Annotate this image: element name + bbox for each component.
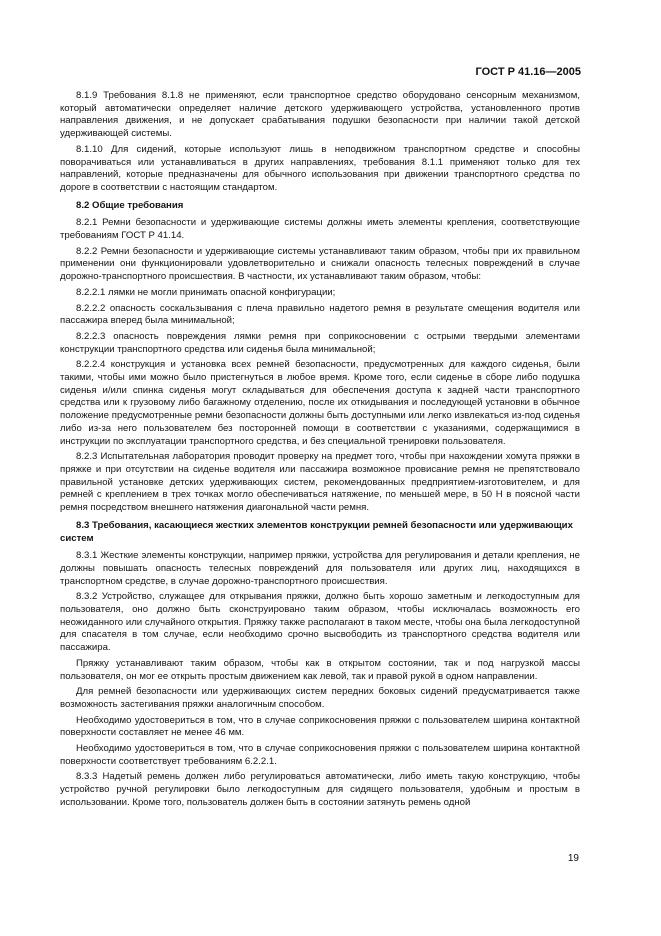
paragraph: 8.2.1 Ремни безопасности и удерживающие системы должны иметь элементы крепления, соответствующие требованиям ГОСТ Р 41.14. (60, 217, 580, 242)
paragraph: Пряжку устанавливают таким образом, чтобы как в открытом состоянии, так и под нагрузкой массы пользователя, он мог ее открыть простым движением как левой, так и правой рукой в одном направлении. (60, 657, 580, 682)
section-heading: 8.2 Общие требования (76, 199, 184, 211)
paragraph: 8.3.3 Надетый ремень должен либо регулироваться автоматически, либо иметь такую конструкцию, чтобы устройство ручной регулировки было легкодоступным для сидящего пользователя, удобным и простым в использовании. Кроме того, пользователь должен быть в состоянии затянуть ремень одной (60, 771, 580, 808)
paragraph: 8.2.2 Ремни безопасности и удерживающие системы устанавливают таким образом, чтобы при их правильном применении они функционировали удовлетворительно и снижали опасность телесных повреждений в случае дорожно-транспортного происшествия. В частности, их устанавливают таким образом, чтобы: (60, 245, 580, 283)
paragraph: 8.2.2.3 опасность повреждения лямки ремня при соприкосновении с острыми твердыми элементами конструкции транспортного средства или сиденья была минимальной; (60, 330, 580, 355)
paragraph: Необходимо удостовериться в том, что в случае соприкосновения пряжки с пользователем ширина контактной поверхности составляет не менее 46 мм. (60, 714, 580, 739)
paragraph: 8.1.9 Требования 8.1.8 не применяют, если транспортное средство оборудовано сенсорным механизмом, который автоматически определяет наличие детского удерживающего устройства, установленного против направления движения, и не допускает срабатывания подушки безопасности при наличии такой детской удерживающей системы. (60, 90, 580, 140)
paragraph: 8.3.2 Устройство, служащее для открывания пряжки, должно быть хорошо заметным и легкодоступным для пользователя, оно должно быть сконструировано таким образом, чтобы исключалась возможность его неожиданного или случайного открытия. Пряжку также располагают в таком месте, чтобы она была легкодоступной для спасателя в том случае, если необходимо срочно высвободить из транспортного средства водителя или пассажира. (60, 591, 580, 654)
paragraph: Необходимо удостовериться в том, что в случае соприкосновения пряжки с пользователем ширина контактной поверхности соответствует требованиям 6.2.2.1. (60, 743, 580, 767)
paragraph: 8.3.1 Жесткие элементы конструкции, например пряжки, устройства для регулирования и детали крепления, не должны повышать опасность телесных повреждений для пользователя или других лиц, находящихся в транспортном средстве, в случае дорожно-транспортного происшествия. (60, 550, 580, 587)
paragraph: Для ремней безопасности или удерживающих систем передних боковых сидений предусматривается также возможность застегивания пряжки аналогичным способом. (60, 686, 580, 710)
document-body (60, 90, 580, 813)
document-header: ГОСТ Р 41.16—2005 (475, 66, 581, 78)
paragraph: 8.2.2.4 конструкция и установка всех ремней безопасности, предусмотренных для каждого сиденья, были такими, чтобы ими можно было пристегнуться в любое время. Кроме того, если сиденье в сборе либо подушка сиденья и/или спинка сиденья могут складываться для обеспечения доступа к задней части транспортного средства или к грузовому либо багажному отделению, после их откидывания и последующей установки в обычное положение предусмотренные ремни безопасности должны быть доступными или легко извлекаться из-под сиденья либо из-за него пользователем без посторонней помощи в соответствии с указаниями, содержащимися в инструкции по эксплуатации транспортного средства, и без специальной тренировки пользователя. (60, 359, 580, 447)
paragraph: 8.2.3 Испытательная лаборатория проводит проверку на предмет того, чтобы при нахождении хомута пряжки в пряжке и при отсутствии на сиденье водителя или пассажира возможное провисание ремня не препятствовало правильной установке детских удерживающих систем, рекомендованных предприятием-изготовителем, и для ремней с креплением в трех точках могло обеспечиваться натяжение, по меньшей мере, в 50 Н в поясной части ремня посредством внешнего натяжения диагональной части ремня. (60, 451, 580, 514)
section-heading: 8.3 Требования, касающиеся жестких элементов конструкции ремней безопасности или удерживающих систем (60, 519, 573, 544)
paragraph: 8.1.10 Для сидений, которые используют лишь в неподвижном транспортном средстве и способны поворачиваться или устанавливаться в других направлениях, требования 8.1.1 применяют только для тех направлений, которые предназначены для обычного использования при движении транспортного средства по дороге в соответствии с настоящим стандартом. (60, 143, 580, 193)
paragraph: 8.2.2.2 опасность соскальзывания с плеча правильно надетого ремня в результате смещения водителя или пассажира вперед была минимальной; (60, 302, 580, 327)
paragraph: 8.2.2.1 лямки не могли принимать опасной конфигурации; (76, 286, 336, 298)
page-number: 19 (567, 853, 579, 864)
